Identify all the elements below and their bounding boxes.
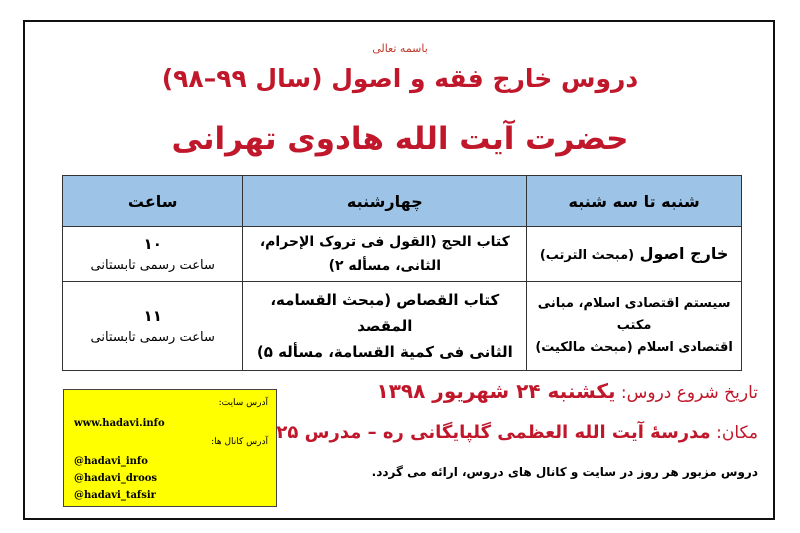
start-date-line	[377, 379, 758, 403]
description-text: دروس مزبور هر روز در سایت و کانال های دروس، ارائه می گردد.	[371, 465, 758, 479]
place-value: مدرسهٔ آیت الله العظمی گلپایگانی ره – مدرس ۲۵	[276, 422, 711, 443]
channel-link[interactable]: @hadavi_info	[74, 456, 148, 467]
time-cell	[63, 282, 243, 371]
time-note: ساعت رسمی تابستانی	[90, 257, 215, 273]
page-title: دروس خارج فقه و اصول (سال ۹۹–۹۸)	[161, 64, 639, 93]
course-line: سیستم اقتصادی اسلام، مبانی مکتب	[537, 296, 731, 334]
header-wednesday: چهارشنبه	[243, 176, 527, 227]
course-cell	[527, 282, 742, 371]
schedule-table	[62, 175, 742, 371]
table-row	[63, 282, 742, 371]
table-row	[63, 227, 742, 282]
time-hour: ۱۰	[143, 234, 162, 253]
contact-box	[63, 389, 277, 507]
time-hour: ۱۱	[143, 306, 162, 325]
channel-link[interactable]: @hadavi_tafsir	[74, 490, 156, 501]
invocation: باسمه تعالی	[372, 42, 428, 55]
wednesday-cell	[243, 282, 527, 371]
channels-label: آدرس کانال ها:	[211, 437, 268, 447]
wednesday-line: کتاب القصاص (مبحث القسامه، المقصد	[270, 290, 500, 336]
course-topic: (مبحث الترتب)	[539, 248, 635, 264]
start-value: یکشنبه ۲۴ شهریور ۱۳۹۸	[376, 379, 616, 403]
course-cell	[527, 227, 742, 282]
course-main: خارج اصول	[639, 244, 729, 264]
wednesday-cell	[243, 227, 527, 282]
header-time: ساعت	[63, 176, 243, 227]
channel-link[interactable]: @hadavi_droos	[74, 473, 158, 484]
wednesday-line: کتاب الحج (القول فی تروک الإحرام،	[259, 233, 510, 250]
time-cell	[63, 227, 243, 282]
site-label: آدرس سایت:	[218, 398, 268, 408]
wednesday-line: الثانی فی کمیة القسامة، مسأله ۵)	[256, 343, 513, 362]
header-days: شنبه تا سه شنبه	[527, 176, 742, 227]
place-label: مکان:	[716, 423, 758, 443]
place-line	[276, 422, 758, 443]
course-line: اقتصادی اسلام (مبحث مالکیت)	[535, 340, 733, 356]
teacher-name: حضرت آیت الله هادوی تهرانی	[171, 121, 629, 157]
start-label: تاریخ شروع دروس:	[620, 383, 758, 403]
time-note: ساعت رسمی تابستانی	[90, 329, 215, 345]
site-link[interactable]: www.hadavi.info	[74, 418, 165, 429]
table-header-row	[63, 176, 742, 227]
wednesday-line: الثانی، مسأله ۲)	[328, 258, 441, 275]
